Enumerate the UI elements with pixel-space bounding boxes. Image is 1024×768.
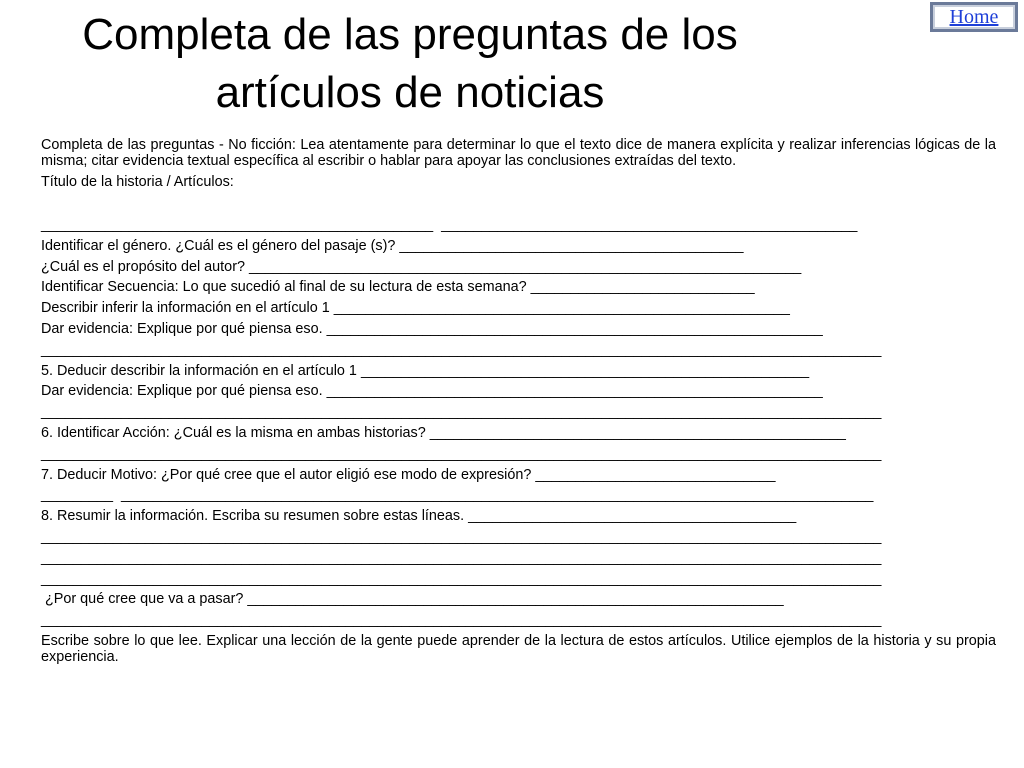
question-summarize: 8. Resumir la información. Escriba su resumen sobre estas líneas. _________________________________________ <box>41 508 797 525</box>
worksheet-body <box>41 137 1000 665</box>
answer-line[interactable]: _________________________________________________________________________________________________________ <box>41 445 882 462</box>
answer-line[interactable]: _________________________________________________________________________________________________________ <box>41 570 882 587</box>
question-evidence-2: Dar evidencia: Explique por qué piensa eso. ______________________________________________________________ <box>41 383 823 400</box>
story-title-label: Título de la historia / Artículos: <box>41 174 234 190</box>
question-author-purpose: ¿Cuál es el propósito del autor? _____________________________________________________________________ <box>41 258 802 275</box>
question-infer-article-1: Describir inferir la información en el artículo 1 _________________________________________________________ <box>41 300 790 317</box>
home-button[interactable]: Home <box>930 2 1018 32</box>
question-genre: Identificar el género. ¿Cuál es el género del pasaje (s)? ___________________________________________ <box>41 237 744 254</box>
question-evidence-1: Dar evidencia: Explique por qué piensa eso. ______________________________________________________________ <box>41 320 823 337</box>
answer-line-story-title[interactable]: _________________________________________________ ____________________________________________________ <box>41 217 858 233</box>
question-identify-action: 6. Identificar Acción: ¿Cuál es la misma en ambas historias? ____________________________________________________ <box>41 424 846 441</box>
instructions-text: Completa de las preguntas - No ficción: Lea atentamente para determinar lo que el texto dice de manera explícita y realizar inferencias lógicas de la misma; citar evidencia textual específica al escribir o hablar para apoyar las conclusiones extraídas del texto. <box>41 137 1000 169</box>
page-title: Completa de las preguntas de los artículos de noticias <box>82 10 738 117</box>
answer-line[interactable]: _________________________________________________________________________________________________________ <box>41 528 882 545</box>
question-deduce-article-1: 5. Deducir describir la información en el artículo 1 ________________________________________________________ <box>41 362 810 379</box>
question-deduce-motive: 7. Deducir Motivo: ¿Por qué cree que el autor eligió ese modo de expresión? ______________________________ <box>41 466 776 483</box>
closing-prompt: Escribe sobre lo que lee. Explicar una lección de la gente puede aprender de la lectura de estos artículos. Utilice ejemplos de la historia y su propia experiencia. <box>41 632 1000 665</box>
answer-line[interactable]: _________________________________________________________________________________________________________ <box>41 341 882 358</box>
answer-line[interactable]: _________________________________________________________________________________________________________ <box>41 404 882 421</box>
answer-line[interactable]: _________________________________________________________________________________________________________ <box>41 612 882 629</box>
answer-line[interactable]: _________________________________________________________________________________________________________ <box>41 549 882 566</box>
answer-line[interactable]: _________ ______________________________________________________________________________________________ <box>41 487 874 504</box>
question-sequence: Identificar Secuencia: Lo que sucedió al final de su lectura de esta semana? ____________________________ <box>41 279 755 296</box>
question-prediction: ¿Por qué cree que va a pasar? ___________________________________________________________________ <box>41 591 784 608</box>
